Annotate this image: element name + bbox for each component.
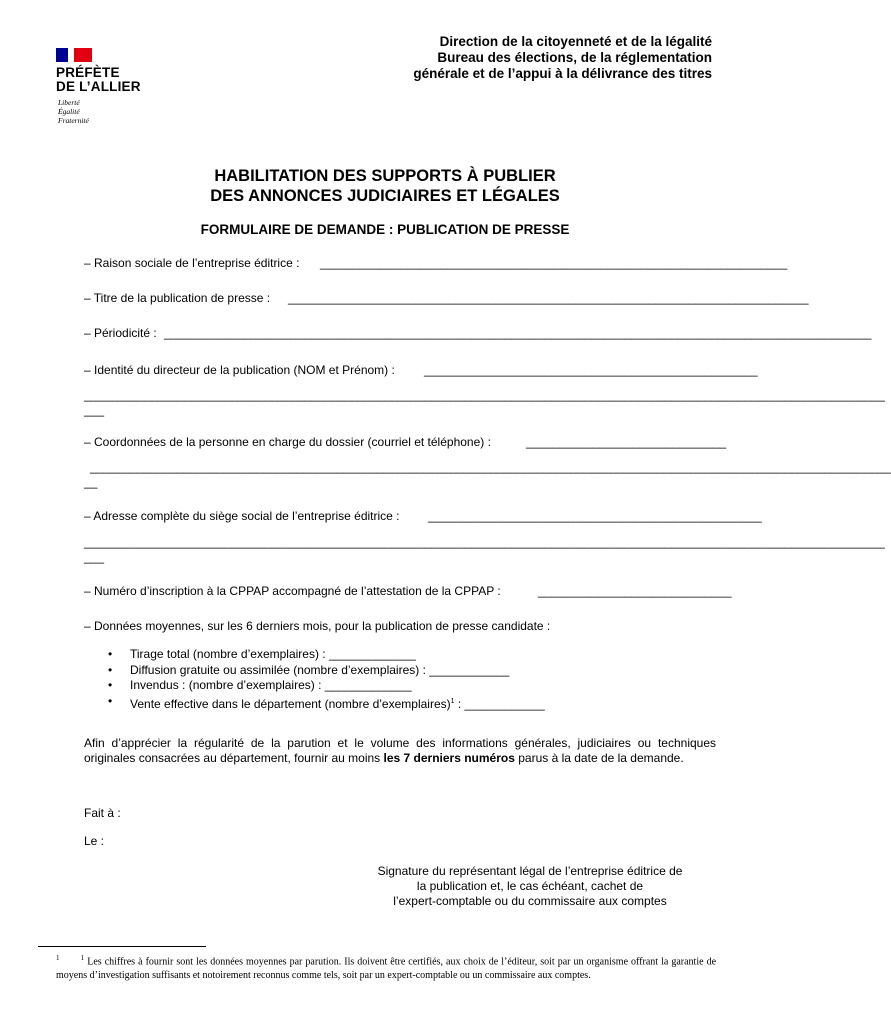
field-vente-line[interactable]: ____________ — [464, 696, 545, 711]
prefecture-name: PRÉFÈTE DE L’ALLIER — [56, 65, 141, 94]
field-coordonnees-line-3[interactable]: __ — [84, 475, 98, 489]
footnote-separator — [38, 946, 206, 947]
field-cppap-label: – Numéro d’inscription à la CPPAP accompagné de l’attestation de la CPPAP : — [84, 584, 501, 598]
signature-block: Signature du représentant légal de l’entreprise éditrice de la publication et, le cas échéant, cachet de l’expert-comptable ou du commissaire aux comptes — [377, 864, 683, 908]
field-adresse-line-3[interactable]: ___ — [84, 550, 105, 564]
direction-header: Direction de la citoyenneté et de la légalité Bureau des élections, de la réglementation générale et de l’appui à la délivrance des titres — [413, 34, 712, 81]
field-adresse-label: – Adresse complète du siège social de l’entreprise éditrice : — [84, 509, 400, 523]
list-item: • Invendus : (nombre d’exemplaires) : _____________ — [108, 678, 545, 694]
field-cppap-line[interactable]: _____________________________ — [538, 584, 732, 598]
field-titre-line[interactable]: ______________________________________________________________________________ — [288, 291, 809, 305]
list-item: • Diffusion gratuite ou assimilée (nombre d’exemplaires) : ____________ — [108, 663, 545, 679]
field-directeur-label: – Identité du directeur de la publication (NOM et Prénom) : — [84, 363, 395, 377]
field-directeur-line[interactable]: __________________________________________________ — [424, 363, 758, 377]
document-title-line2: DES ANNONCES JUDICIAIRES ET LÉGALES — [210, 187, 560, 205]
field-adresse-line[interactable]: __________________________________________________ — [428, 509, 762, 523]
field-periodicite-line[interactable]: __________________________________________________________________________________________________________ — [164, 326, 872, 340]
date-label: Le : — [84, 834, 105, 848]
field-raison-sociale-line[interactable]: ______________________________________________________________________ — [320, 256, 788, 270]
field-coordonnees-line[interactable]: ______________________________ — [526, 435, 727, 449]
marianne-flag-logo — [56, 48, 92, 62]
field-invendus-line[interactable]: _____________ — [324, 678, 412, 692]
field-titre-label: – Titre de la publication de presse : — [84, 291, 271, 305]
form-subtitle: FORMULAIRE DE DEMANDE : PUBLICATION DE PRESSE — [200, 222, 570, 237]
field-donnees-label: – Données moyennes, sur les 6 derniers mois, pour la publication de presse candidate : — [84, 619, 551, 633]
field-tirage-line[interactable]: _____________ — [328, 647, 416, 661]
list-item: • Tirage total (nombre d’exemplaires) : _____________ — [108, 647, 545, 663]
field-coordonnees-label: – Coordonnées de la personne en charge du dossier (courriel et téléphone) : — [84, 435, 491, 449]
field-coordonnees-line-2[interactable]: ________________________________________________________________________________________________________________________ — [90, 460, 891, 474]
field-raison-sociale-label: – Raison sociale de l’entreprise éditrice : — [84, 256, 300, 270]
footnote: $^1$ $^1$ Les chiffres à fournir sont les données moyennes par parution. Ils doivent être certifiés, aux choix de l’éditeur, soit par un organisme offrant la garantie de moyens d’investigation suffisants et notoirement reconnus comme tels, soit par un expert-comptable ou un commissaire aux comptes. — [56, 954, 717, 982]
field-adresse-line-2[interactable]: ________________________________________________________________________________________________________________________ — [84, 535, 885, 549]
field-periodicite-label: – Périodicité : — [84, 326, 157, 340]
footnote-ref: 1 — [450, 697, 455, 705]
donnees-list — [108, 647, 545, 712]
field-directeur-line-3[interactable]: ___ — [84, 403, 105, 417]
field-diffusion-line[interactable]: ____________ — [429, 662, 510, 677]
field-directeur-line-2[interactable]: ________________________________________________________________________________________________________________________ — [84, 388, 885, 402]
fait-a-label: Fait à : — [84, 806, 121, 820]
instructions-paragraph: Afin d’apprécier la régularité de la parution et le volume des informations générales, judiciaires ou techniques originales consacrées au département, fournir au moins les 7 derniers numéros parus à la date de la demande. — [84, 736, 716, 765]
republic-motto: Liberté Égalité Fraternité — [58, 98, 89, 125]
document-title-line1: HABILITATION DES SUPPORTS À PUBLIER — [214, 167, 556, 185]
list-item: • Vente effective dans le département (nombre d’exemplaires)$^1$ : ____________ — [108, 694, 545, 713]
